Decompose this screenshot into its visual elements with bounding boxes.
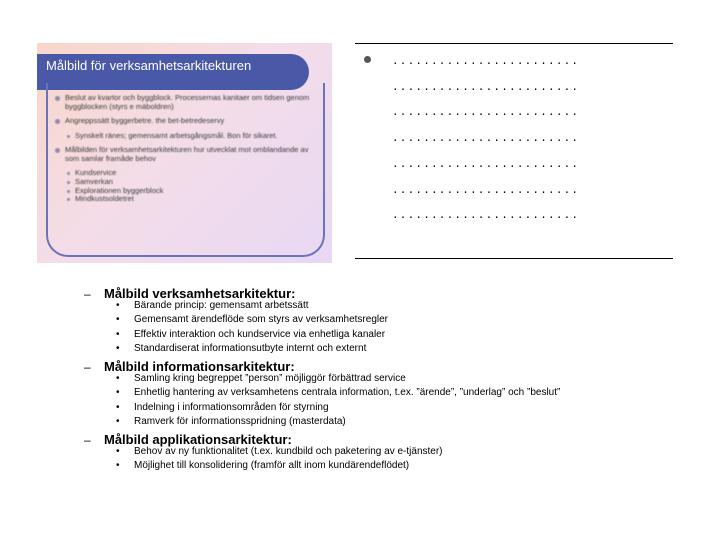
- notes-bullet: [364, 56, 371, 63]
- outline-item: Indelning i informationsområden för styrning: [134, 401, 329, 413]
- notes-dot-row: ........................: [392, 133, 580, 146]
- outline-dash: –: [84, 433, 91, 447]
- thumbnail-line: Angreppssätt byggerbetre. the bet-betredeservy: [55, 117, 313, 126]
- thumbnail-line: Samverkan: [65, 178, 313, 187]
- notes-top-rule: [355, 43, 673, 44]
- outline-item: Gemensamt ärendeflöde som styrs av verksamhetsregler: [134, 314, 388, 326]
- outline-item: Bärande princip: gemensamt arbetssätt: [134, 300, 309, 311]
- bullet-icon: •: [116, 401, 120, 413]
- outline-dash: –: [84, 360, 91, 374]
- bullet-icon: •: [116, 300, 120, 311]
- outline-item: Ramverk för informationsspridning (masterdata): [134, 415, 346, 427]
- thumbnail-title: Målbild för verksamhetsarkitekturen: [46, 58, 252, 73]
- bullet-icon: •: [116, 342, 120, 354]
- notes-dot-row: ........................: [392, 56, 580, 68]
- notes-bottom-rule: [355, 258, 673, 259]
- outline-item: Möjlighet till konsolidering (framför allt inom kundärendeflödet): [134, 460, 410, 472]
- outline-item: Behov av ny funktionalitet (t.ex. kundbild och paketering av e-tjänster): [134, 446, 443, 457]
- notes-dot-row: ........................: [392, 184, 580, 197]
- bullet-icon: •: [116, 373, 120, 384]
- slide-thumbnail: [37, 43, 332, 263]
- thumbnail-line: Beslut av kvartor och byggblock. Processernas kanitaer om tidsen genom byggblocken (styrs e mäboldren): [55, 94, 313, 111]
- thumbnail-line: Målbilden för verksamhetsarkitekturen hur utvecklat mot omblandande av som samlar framåde behov: [55, 146, 313, 163]
- bullet-icon: •: [116, 328, 120, 340]
- outline-item: Effektiv interaktion och kundservice via enhetliga kanaler: [134, 328, 386, 340]
- outline-heading: Målbild informationsarkitektur:: [104, 359, 295, 374]
- notes-dot-row: ........................: [392, 107, 580, 120]
- thumbnail-line: Explorationen byggerblock: [65, 187, 313, 196]
- outline-dash: –: [84, 287, 91, 301]
- thumbnail-line: Mindkustsoldetret: [65, 195, 313, 204]
- outline-item: Standardiserat informationsutbyte internt och externt: [134, 342, 367, 354]
- outline-item: Enhetlig hantering av verksamhetens centrala information, t.ex. ”ärende”, ”underlag” och ”beslut”: [134, 387, 561, 399]
- bullet-icon: •: [116, 314, 120, 326]
- notes-dot-row: ........................: [392, 210, 580, 223]
- bullet-icon: •: [116, 387, 120, 399]
- outline-heading: Målbild applikationsarkitektur:: [104, 432, 292, 447]
- notes-dot-row: ........................: [392, 81, 580, 94]
- outline-item: Samling kring begreppet ”person” möjliggör förbättrad service: [134, 373, 406, 384]
- thumbnail-line: Synskelt ränes; gemensamt arbetsgångsmål. Bon för sikaret.: [65, 132, 313, 141]
- thumbnail-line: Kundservice: [65, 169, 313, 178]
- notes-dot-row: ........................: [392, 158, 580, 171]
- thumbnail-body: [55, 94, 313, 204]
- bullet-icon: •: [116, 446, 120, 457]
- outline-heading: Målbild verksamhetsarkitektur:: [104, 286, 296, 301]
- bullet-icon: •: [116, 415, 120, 427]
- bullet-icon: •: [116, 460, 120, 472]
